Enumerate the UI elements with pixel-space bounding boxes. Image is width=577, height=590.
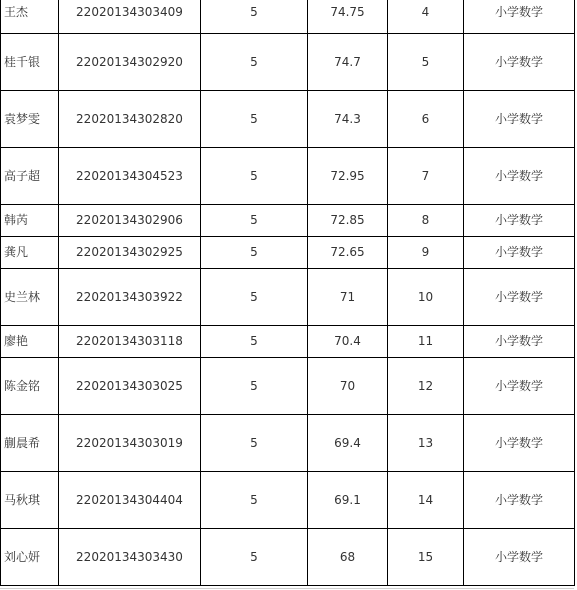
subject-cell: 小学数学 bbox=[464, 34, 575, 91]
results-table-body bbox=[1, 0, 575, 586]
table-row bbox=[1, 415, 575, 472]
group-cell: 5 bbox=[201, 472, 308, 529]
table-row bbox=[1, 472, 575, 529]
candidate-id-cell: 22020134303409 bbox=[59, 0, 201, 34]
rank-cell: 9 bbox=[388, 237, 464, 269]
rank-cell: 11 bbox=[388, 326, 464, 358]
rank-cell: 7 bbox=[388, 148, 464, 205]
table-row bbox=[1, 358, 575, 415]
subject-cell: 小学数学 bbox=[464, 205, 575, 237]
candidate-id-cell: 22020134302820 bbox=[59, 91, 201, 148]
name-cell: 马秋琪 bbox=[1, 472, 59, 529]
group-cell: 5 bbox=[201, 34, 308, 91]
subject-cell: 小学数学 bbox=[464, 148, 575, 205]
name-cell: 刘心妍 bbox=[1, 529, 59, 586]
candidate-id-cell: 22020134304404 bbox=[59, 472, 201, 529]
group-cell: 5 bbox=[201, 326, 308, 358]
score-cell: 70.4 bbox=[308, 326, 388, 358]
candidate-id-cell: 22020134303118 bbox=[59, 326, 201, 358]
name-cell: 王杰 bbox=[1, 0, 59, 34]
name-cell: 韩芮 bbox=[1, 205, 59, 237]
name-cell: 史兰林 bbox=[1, 269, 59, 326]
rank-cell: 5 bbox=[388, 34, 464, 91]
score-cell: 70 bbox=[308, 358, 388, 415]
score-cell: 69.1 bbox=[308, 472, 388, 529]
candidate-id-cell: 22020134303430 bbox=[59, 529, 201, 586]
rank-cell: 14 bbox=[388, 472, 464, 529]
name-cell: 蒯晨希 bbox=[1, 415, 59, 472]
table-row bbox=[1, 148, 575, 205]
page-bottom-divider bbox=[0, 588, 574, 589]
candidate-id-cell: 22020134302920 bbox=[59, 34, 201, 91]
candidate-id-cell: 22020134303025 bbox=[59, 358, 201, 415]
subject-cell: 小学数学 bbox=[464, 529, 575, 586]
group-cell: 5 bbox=[201, 529, 308, 586]
table-row bbox=[1, 237, 575, 269]
candidate-id-cell: 22020134303922 bbox=[59, 269, 201, 326]
table-row bbox=[1, 91, 575, 148]
rank-cell: 10 bbox=[388, 269, 464, 326]
name-cell: 龚凡 bbox=[1, 237, 59, 269]
name-cell: 高子超 bbox=[1, 148, 59, 205]
candidate-id-cell: 22020134304523 bbox=[59, 148, 201, 205]
subject-cell: 小学数学 bbox=[464, 415, 575, 472]
rank-cell: 12 bbox=[388, 358, 464, 415]
subject-cell: 小学数学 bbox=[464, 237, 575, 269]
score-cell: 71 bbox=[308, 269, 388, 326]
group-cell: 5 bbox=[201, 415, 308, 472]
score-cell: 72.95 bbox=[308, 148, 388, 205]
table-row bbox=[1, 205, 575, 237]
name-cell: 陈金铭 bbox=[1, 358, 59, 415]
table-row bbox=[1, 0, 575, 34]
subject-cell: 小学数学 bbox=[464, 326, 575, 358]
subject-cell: 小学数学 bbox=[464, 269, 575, 326]
score-cell: 74.7 bbox=[308, 34, 388, 91]
rank-cell: 6 bbox=[388, 91, 464, 148]
name-cell: 袁梦雯 bbox=[1, 91, 59, 148]
subject-cell: 小学数学 bbox=[464, 472, 575, 529]
name-cell: 廖艳 bbox=[1, 326, 59, 358]
score-cell: 74.3 bbox=[308, 91, 388, 148]
candidate-id-cell: 22020134303019 bbox=[59, 415, 201, 472]
subject-cell: 小学数学 bbox=[464, 91, 575, 148]
rank-cell: 15 bbox=[388, 529, 464, 586]
subject-cell: 小学数学 bbox=[464, 0, 575, 34]
name-cell: 桂千银 bbox=[1, 34, 59, 91]
rank-cell: 8 bbox=[388, 205, 464, 237]
score-cell: 72.85 bbox=[308, 205, 388, 237]
group-cell: 5 bbox=[201, 148, 308, 205]
rank-cell: 4 bbox=[388, 0, 464, 34]
candidate-id-cell: 22020134302906 bbox=[59, 205, 201, 237]
table-row bbox=[1, 326, 575, 358]
group-cell: 5 bbox=[201, 205, 308, 237]
subject-cell: 小学数学 bbox=[464, 358, 575, 415]
table-row bbox=[1, 269, 575, 326]
group-cell: 5 bbox=[201, 358, 308, 415]
group-cell: 5 bbox=[201, 237, 308, 269]
score-cell: 69.4 bbox=[308, 415, 388, 472]
rank-cell: 13 bbox=[388, 415, 464, 472]
score-cell: 74.75 bbox=[308, 0, 388, 34]
table-row bbox=[1, 529, 575, 586]
group-cell: 5 bbox=[201, 91, 308, 148]
candidate-id-cell: 22020134302925 bbox=[59, 237, 201, 269]
group-cell: 5 bbox=[201, 0, 308, 34]
table-row bbox=[1, 34, 575, 91]
score-cell: 72.65 bbox=[308, 237, 388, 269]
score-cell: 68 bbox=[308, 529, 388, 586]
group-cell: 5 bbox=[201, 269, 308, 326]
